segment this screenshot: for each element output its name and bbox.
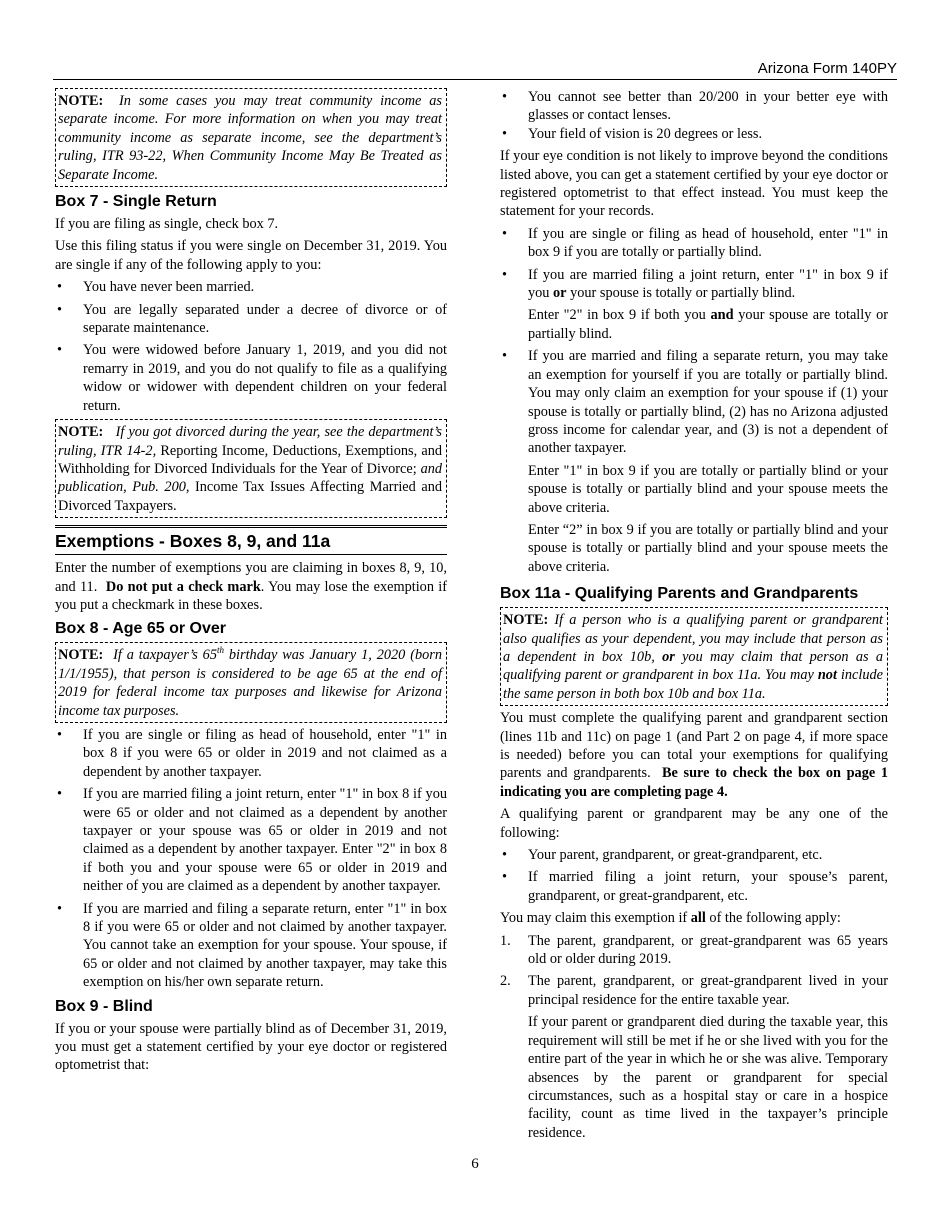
box8-list	[55, 726, 447, 992]
header-rule	[53, 79, 897, 80]
qualifying-list	[500, 846, 888, 905]
box11a-p2: A qualifying parent or grandparent may be any one of the following:	[500, 806, 888, 841]
box7-p2: Use this filing status if you were single on December 31, 2019. You are single if any of the following apply to you:	[55, 238, 447, 273]
joint-sub-p: Enter "2" in box 9 if both you and your spouse are totally or partially blind.	[528, 307, 888, 342]
list-item: • Your field of vision is 20 degrees or less.	[502, 125, 763, 142]
list-item: • If married filing a joint return, your spouse’s parent, grandparent, or great-grandparent, etc.	[502, 869, 888, 904]
list-item: • If you are single or filing as head of household, enter "1" in box 8 if you were 65 or older in 2019 and not claimed as a dependent by another taxpayer.	[57, 726, 447, 780]
list-item: • You cannot see better than 20/200 in your better eye with glasses or contact lenses.	[502, 89, 888, 124]
box11a-p3: You may claim this exemption if all of the following apply:	[500, 910, 841, 927]
left-column	[55, 88, 447, 1079]
box7-list	[55, 278, 447, 415]
list-item: • You are legally separated under a decree of divorce or of separate maintenance.	[57, 301, 447, 337]
form-title: Arizona Form 140PY	[757, 60, 897, 77]
list-item: • Your parent, grandparent, or great-grandparent, etc.	[502, 847, 823, 864]
residence-sub-p: If your parent or grandparent died during the taxable year, this requirement will still be met if he or she lived with you for the entire part of the year in which he or she was alive. Temporary absences by the parent or grandparent for special circumstances, such as a hospital stay or care in a hospice facility, count as time lived in the taxpayer’s principle residence.	[528, 1014, 888, 1141]
list-item: • If you are married and filing a separate return, you may take an exemption for yourself if you are totally or partially blind. You may only claim an exemption for your spouse if (1) your spouse is totally or partially blind, (2) has no Arizona adjusted gross income for calendar year, and (3) is not a dependent of another taxpayer.	[502, 348, 888, 457]
list-item: • If you are married filing a joint return, enter "1" in box 8 if you were 65 or older and not claimed as a dependent by another taxpayer or your spouse was 65 or older in 2019 and not claimed as a dependent by another taxpayer. Enter "2" in box 8 if both you and your spouse were 65 or older in 2019 and neither of you are claimed as a dependent by another taxpayer.	[57, 786, 447, 895]
list-item: • If you are married and filing a separate return, enter "1" in box 8 if you were 65 or older and not claimed by another taxpayer. You cannot take an exemption for your spouse. Your spouse, if 65 or older and not claimed by another taxpayer, may take this exemption on his/her own separate return.	[57, 900, 447, 991]
box7-p1: If you are filing as single, check box 7.	[55, 216, 279, 233]
requirements-list	[500, 932, 888, 1010]
box11a-heading: Box 11a - Qualifying Parents and Grandparents	[500, 585, 859, 603]
divorce-note: NOTE: If you got divorced during the year, see the department’s ruling, ITR 14-2, Reporting Income, Deductions, Exemptions, and Withholding for Divorced Individuals for the Year of Divorce; and publication, Pub. 200, Income Tax Issues Affecting Married and Divorced Taxpayers.	[55, 419, 447, 518]
page-number: 6	[471, 1156, 479, 1172]
blind-list	[500, 225, 888, 303]
exemptions-heading: Exemptions - Boxes 8, 9, and 11a	[55, 525, 447, 555]
age65-note: NOTE: If a taxpayer’s 65th birthday was January 1, 2020 (born 1/1/1955), that person is considered to be age 65 at the end of 2019 for federal income tax purposes and likewise for Arizona income tax purposes.	[55, 642, 447, 723]
box8-heading: Box 8 - Age 65 or Over	[55, 620, 227, 638]
list-item: • If you are single or filing as head of household, enter "1" in box 9 if you are totally or partially blind.	[502, 225, 888, 261]
separate-sub-p1: Enter "1" in box 9 if you are totally or partially blind or your spouse is totally or partially blind and your spouse meets the above criteria.	[528, 462, 888, 516]
eye-condition-p: If your eye condition is not likely to improve beyond the conditions listed above, you can get a statement certified by your eye doctor or registered optometrist to that effect instead. You must keep the statement for your records.	[500, 148, 888, 220]
box9-heading: Box 9 - Blind	[55, 997, 153, 1015]
box7-heading: Box 7 - Single Return	[55, 193, 217, 211]
eye-criteria-list	[500, 88, 888, 143]
qualifying-parent-note: NOTE: If a person who is a qualifying parent or grandparent also qualifies as your dependent, you may include that person as a dependent in box 10b, or you may claim that person as a qualifying parent or grandparent in box 11a. You may not include the same person in both box 10b and box 11a.	[500, 607, 888, 706]
box9-p1: If you or your spouse were partially blind as of December 31, 2019, you must get a statement certified by your eye doctor or registered optometrist that:	[55, 1020, 447, 1074]
list-item: • You have never been married.	[57, 279, 255, 296]
list-item: • You were widowed before January 1, 2019, and you did not remarry in 2019, and you do not qualify to file as a qualifying widow or widower with dependent children on your federal return.	[57, 342, 447, 414]
list-item: 2. The parent, grandparent, or great-grandparent lived in your principal residence for the entire taxable year.	[500, 973, 888, 1008]
box11a-p1: You must complete the qualifying parent and grandparent section (lines 11b and 11c) on page 1 (and Part 2 on page 4, if more space is needed) before you can total your exemptions for qualifying parents and grandparents. Be sure to check the box on page 1 indicating you are completing page 4.	[500, 710, 889, 800]
note-label: NOTE:	[58, 93, 104, 109]
note-text: In some cases you may treat community income as separate income. For more information on when you may treat community income as separate income, see the department’s ruling, ITR 93-22, When Community Income May Be Treated as Separate Income.	[58, 93, 442, 183]
list-item: 1. The parent, grandparent, or great-grandparent was 65 years old or older during 2019.	[500, 932, 888, 968]
blind-list-2	[500, 347, 888, 457]
exemptions-p: Enter the number of exemptions you are claiming in boxes 8, 9, 10, and 11. Do not put a check mark. You may lose the exemption if you put a checkmark in these boxes.	[55, 560, 447, 613]
list-item: • If you are married filing a joint return, enter "1" in box 9 if you or your spouse is totally or partially blind.	[502, 266, 888, 302]
right-column	[500, 88, 888, 1146]
community-income-note	[55, 88, 447, 187]
separate-sub-p2: Enter “2” in box 9 if you are totally or partially blind and your spouse is totally or partially blind and your spouse meets the above criteria.	[528, 521, 888, 575]
